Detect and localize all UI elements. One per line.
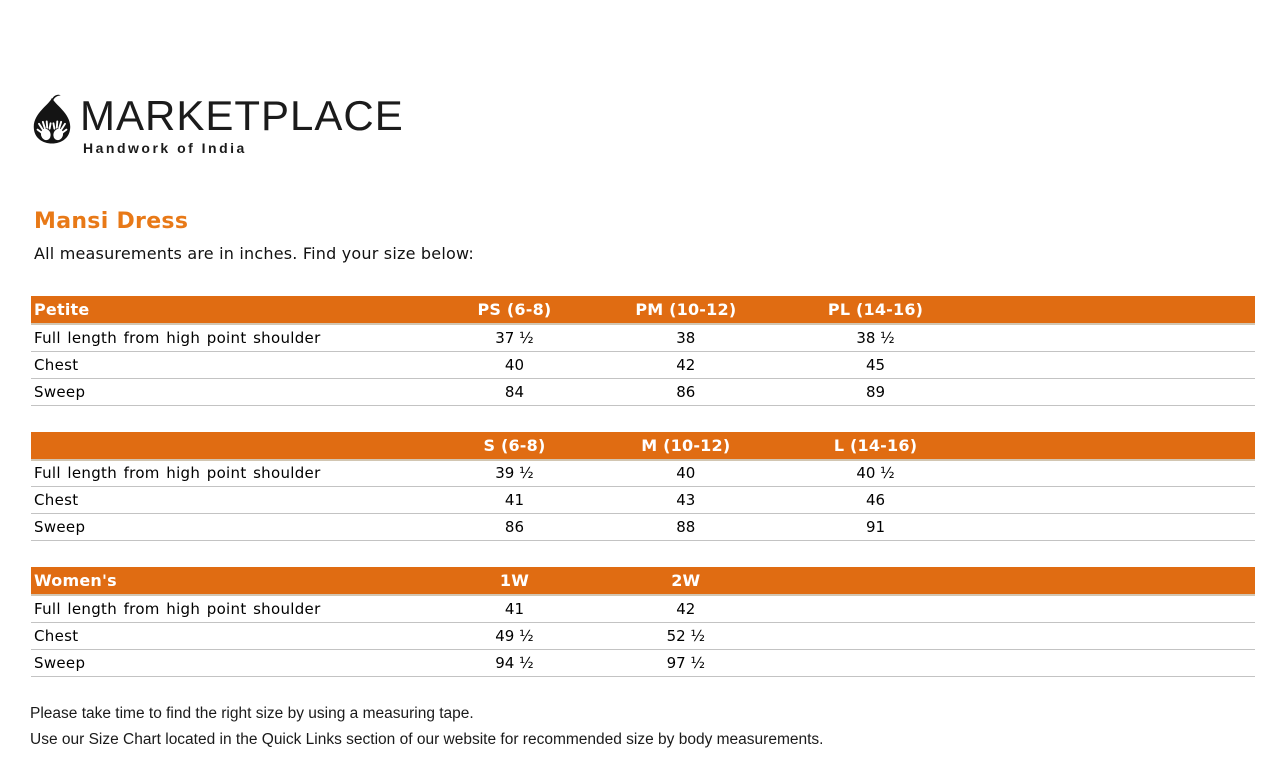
cell-value: 89	[790, 378, 961, 405]
column-header: S (6-8)	[447, 432, 582, 460]
page-subtitle: All measurements are in inches. Find your size below:	[34, 244, 474, 263]
cell-value: 41	[447, 487, 582, 514]
row-label: Sweep	[31, 649, 447, 676]
cell-filler	[961, 622, 1255, 649]
table-row	[31, 460, 1255, 487]
column-header: M (10-12)	[582, 432, 790, 460]
cell-filler	[961, 378, 1255, 405]
cell-value: 37 ½	[447, 324, 582, 351]
cell-value: 39 ½	[447, 460, 582, 487]
cell-value: 42	[582, 351, 790, 378]
column-header-filler	[961, 296, 1255, 324]
cell-value: 42	[582, 595, 790, 622]
cell-value: 91	[790, 514, 961, 541]
table-header-row	[31, 567, 1255, 595]
column-header: PM (10-12)	[582, 296, 790, 324]
table-row	[31, 595, 1255, 622]
row-label: Chest	[31, 622, 447, 649]
column-header-filler	[961, 432, 1255, 460]
cell-value: 40 ½	[790, 460, 961, 487]
cell-filler	[961, 514, 1255, 541]
cell-filler	[961, 487, 1255, 514]
table-row	[31, 487, 1255, 514]
sizing-note-line1: Please take time to find the right size by using a measuring tape.	[30, 705, 474, 722]
cell-filler	[961, 351, 1255, 378]
marketplace-logo	[28, 93, 448, 163]
table-row	[31, 351, 1255, 378]
row-label: Full length from high point shoulder	[31, 460, 447, 487]
cell-value: 86	[447, 514, 582, 541]
row-label: Chest	[31, 351, 447, 378]
table-row	[31, 514, 1255, 541]
group-label	[31, 432, 447, 460]
cell-value: 88	[582, 514, 790, 541]
size-table-womens	[31, 567, 1255, 677]
table-row	[31, 649, 1255, 676]
cell-filler	[961, 595, 1255, 622]
table-row	[31, 622, 1255, 649]
sizing-note	[30, 701, 823, 753]
cell-filler	[961, 649, 1255, 676]
table-header-row	[31, 432, 1255, 460]
sizing-note-line2: Use our Size Chart located in the Quick Links section of our website for recommended size by body measurements.	[30, 731, 824, 748]
cell-value: 40	[447, 351, 582, 378]
group-label: Women's	[31, 567, 447, 595]
cell-value	[790, 649, 961, 676]
cell-value: 46	[790, 487, 961, 514]
row-label: Full length from high point shoulder	[31, 595, 447, 622]
cell-value: 45	[790, 351, 961, 378]
column-header-filler	[961, 567, 1255, 595]
cell-filler	[961, 324, 1255, 351]
cell-value: 49 ½	[447, 622, 582, 649]
table-header-row	[31, 296, 1255, 324]
row-label: Chest	[31, 487, 447, 514]
cell-value: 86	[582, 378, 790, 405]
cell-value: 84	[447, 378, 582, 405]
column-header: PS (6-8)	[447, 296, 582, 324]
cell-value: 38	[582, 324, 790, 351]
cell-value	[790, 622, 961, 649]
page-title: Mansi Dress	[34, 209, 189, 234]
column-header: 1W	[447, 567, 582, 595]
group-label: Petite	[31, 296, 447, 324]
column-header: PL (14-16)	[790, 296, 961, 324]
cell-value	[790, 595, 961, 622]
leaf-hands-logo-icon	[28, 94, 76, 146]
column-header: L (14-16)	[790, 432, 961, 460]
cell-filler	[961, 460, 1255, 487]
column-header	[790, 567, 961, 595]
size-tables	[31, 296, 1255, 677]
cell-value: 41	[447, 595, 582, 622]
cell-value: 97 ½	[582, 649, 790, 676]
brand-name: MARKETPLACE	[80, 92, 404, 139]
table-row	[31, 324, 1255, 351]
cell-value: 94 ½	[447, 649, 582, 676]
row-label: Sweep	[31, 378, 447, 405]
brand-tagline: Handwork of India	[83, 140, 247, 156]
table-row	[31, 378, 1255, 405]
cell-value: 40	[582, 460, 790, 487]
size-table-petite	[31, 296, 1255, 406]
size-table-regular	[31, 432, 1255, 542]
column-header: 2W	[582, 567, 790, 595]
cell-value: 38 ½	[790, 324, 961, 351]
cell-value: 43	[582, 487, 790, 514]
row-label: Full length from high point shoulder	[31, 324, 447, 351]
cell-value: 52 ½	[582, 622, 790, 649]
row-label: Sweep	[31, 514, 447, 541]
